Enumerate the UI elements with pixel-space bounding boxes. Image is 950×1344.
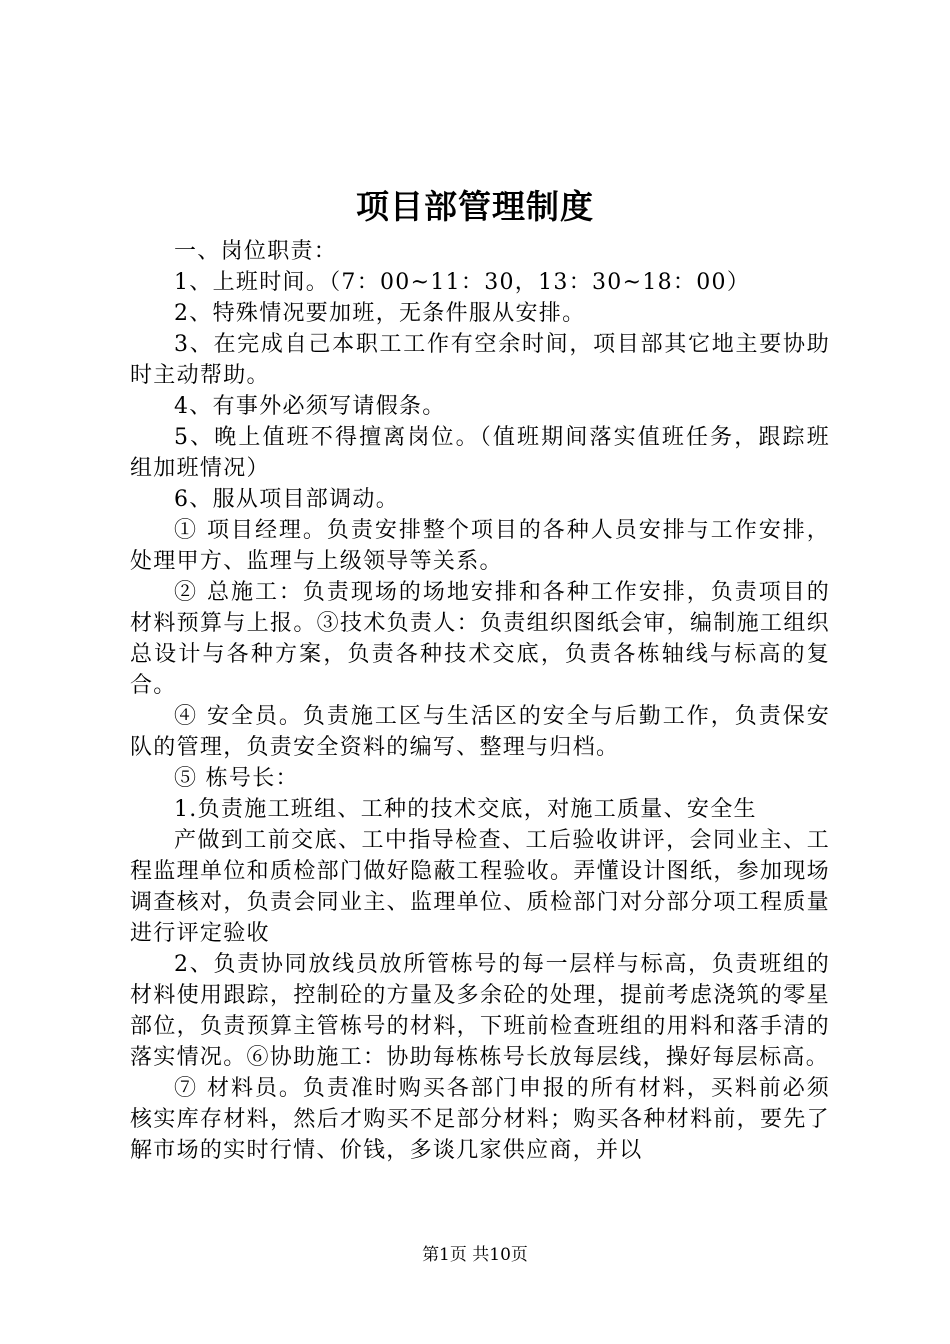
paragraph: 1、上班时间。（7：00~11：30，13：30~18：00）	[174, 270, 751, 295]
document-title: 项目部管理制度	[356, 187, 594, 226]
document-body	[130, 236, 830, 1166]
paragraph: ⑦ 材料员。负责准时购买各部门申报的所有材料，买料前必须核实库存材料，然后才购买不足部分材料；购买各种材料前，要先了解市场的实时行情、价钱，多谈几家供应商，并以	[130, 1076, 830, 1163]
paragraph: 2、特殊情况要加班，无条件服从安排。	[174, 301, 586, 326]
paragraph: 4、有事外必须写请假条。	[174, 394, 446, 419]
paragraph: ④ 安全员。负责施工区与生活区的安全与后勤工作，负责保安队的管理，负责安全资料的编写、整理与归档。	[130, 704, 830, 760]
paragraph: ② 总施工：负责现场的场地安排和各种工作安排，负责项目的材料预算与上报。③技术负责人：负责组织图纸会审，编制施工组织总设计与各种方案，负责各种技术交底，负责各栋轴线与标高的复合。	[130, 580, 830, 698]
paragraph: 1.负责施工班组、工种的技术交底，对施工质量、安全生	[174, 797, 757, 822]
paragraph: 2、负责协同放线员放所管栋号的每一层样与标高，负责班组的材料使用跟踪，控制砼的方量及多余砼的处理，提前考虑浇筑的零星部位，负责预算主管栋号的材料，下班前检查班组的用料和落手清的落实情况。⑥协助施工：协助每栋栋号长放每层线，操好每层标高。	[130, 952, 830, 1070]
paragraph: ⑤ 栋号长：	[174, 766, 299, 791]
paragraph: 3、在完成自己本职工工作有空余时间，项目部其它地主要协助时主动帮助。	[130, 332, 830, 388]
paragraph: 6、服从项目部调动。	[174, 487, 399, 512]
paragraph: ① 项目经理。负责安排整个项目的各种人员安排与工作安排，处理甲方、监理与上级领导等关系。	[130, 518, 830, 574]
page-number-footer: 第1页 共10页	[422, 1245, 528, 1265]
paragraph: 5、晚上值班不得擅离岗位。（值班期间落实值班任务，跟踪班组加班情况）	[130, 425, 830, 481]
paragraph: 一、岗位职责：	[174, 239, 338, 264]
paragraph: 产做到工前交底、工中指导检查、工后验收讲评，会同业主、工程监理单位和质检部门做好隐蔽工程验收。弄懂设计图纸，参加现场调查核对，负责会同业主、监理单位、质检部门对分部分项工程质量进行评定验收	[130, 828, 830, 946]
